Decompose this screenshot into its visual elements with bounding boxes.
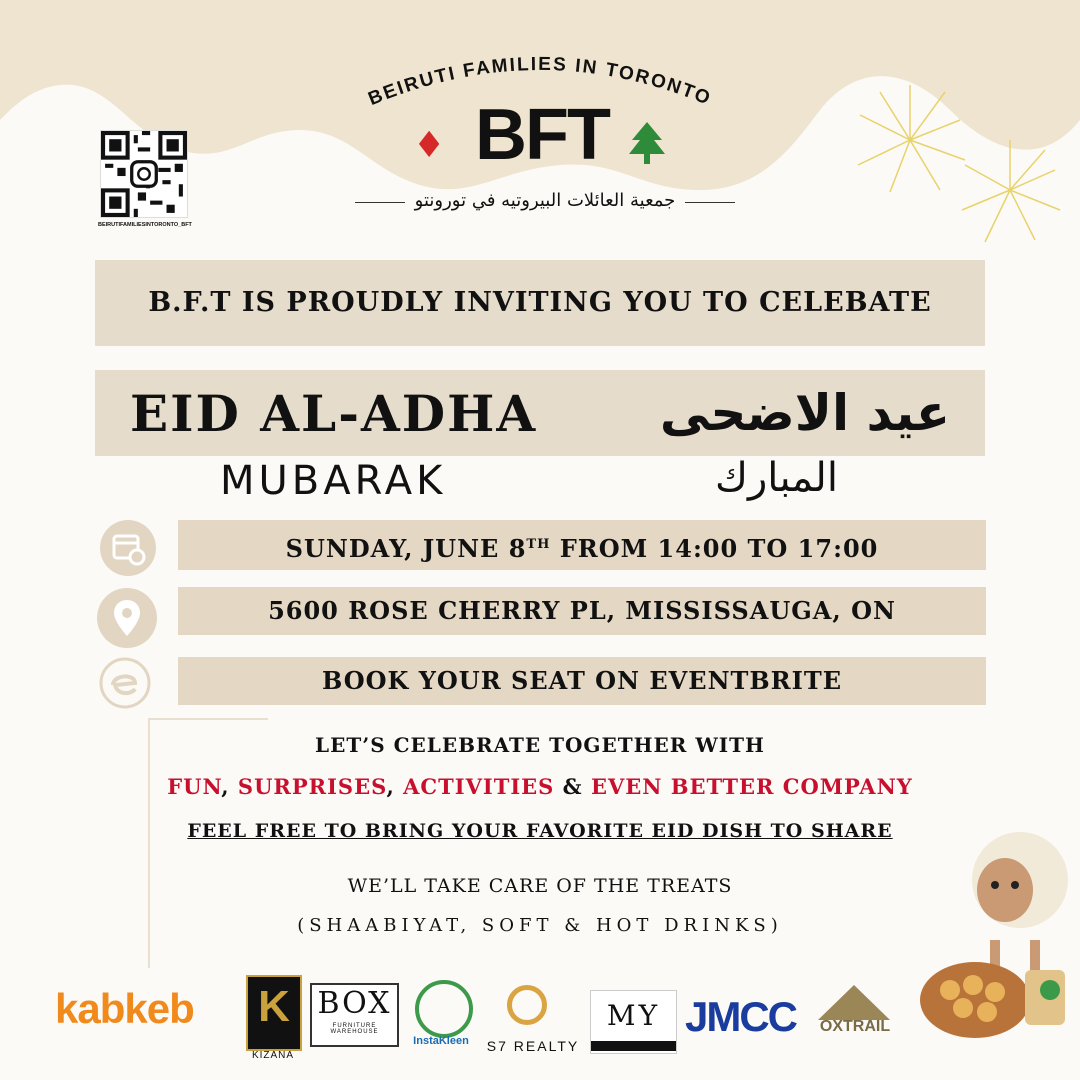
instakleen-icon bbox=[415, 980, 473, 1038]
fun-text: FUN bbox=[167, 774, 222, 799]
sponsor-kabkeb: kabkeb bbox=[55, 985, 194, 1032]
date-suffix-sup: TH bbox=[526, 537, 551, 552]
eventbrite-icon bbox=[97, 655, 153, 711]
surprises-text: SURPRISES bbox=[237, 774, 387, 799]
cedar-tree-icon bbox=[626, 120, 668, 166]
divider-left bbox=[355, 202, 405, 203]
frame-line-top bbox=[148, 718, 268, 720]
location-bar bbox=[178, 587, 986, 635]
oxtrail-mountain-icon bbox=[818, 985, 890, 1020]
maple-leaf-icon: ♦ bbox=[413, 125, 446, 166]
sponsor-box-sub: FURNITURE WAREHOUSE bbox=[330, 1023, 379, 1035]
treats-bowl-illustration bbox=[915, 950, 1075, 1050]
bft-logo: BFT bbox=[475, 95, 609, 175]
sponsor-my-logo bbox=[590, 990, 677, 1054]
location-text: 5600 ROSE CHERRY PL, MISSISSAUGA, ON bbox=[268, 596, 896, 625]
invite-banner bbox=[95, 260, 985, 346]
date-time: FROM 14:00 TO 17:00 bbox=[559, 534, 879, 563]
calendar-icon-circle bbox=[100, 520, 156, 576]
sponsor-box: BOX bbox=[317, 986, 392, 1021]
booking-bar[interactable] bbox=[178, 657, 986, 705]
date-bar bbox=[178, 520, 986, 570]
treats-line: WE’LL TAKE CARE OF THE TREATS bbox=[347, 875, 733, 897]
location-icon-circle bbox=[97, 588, 157, 648]
invite-banner-text: B.F.T IS PROUDLY INVITING YOU TO CELEBATE bbox=[148, 287, 932, 318]
sponsor-kizana-logo bbox=[246, 975, 302, 1051]
sponsor-kizana: KIZANA bbox=[251, 1050, 295, 1061]
treats-list-line: (SHAABIYAT, SOFT & HOT DRINKS) bbox=[297, 915, 783, 936]
date-text bbox=[178, 520, 986, 574]
subtitle-ar: المبارك bbox=[715, 455, 838, 501]
better-company-text: EVEN BETTER COMPANY bbox=[590, 774, 913, 799]
sponsor-s7-realty: S7 REALTY bbox=[486, 1038, 580, 1054]
comma-1: , bbox=[221, 774, 230, 799]
activities-text: ACTIVITIES bbox=[403, 774, 555, 799]
fireworks-icon bbox=[850, 80, 1070, 250]
qr-handle: BEIRUTIFAMILIESINTORONTO_BFT bbox=[98, 222, 192, 228]
activities-line bbox=[0, 774, 1080, 799]
title-en: EID AL-ADHA bbox=[130, 384, 538, 443]
sponsor-my: MY bbox=[606, 999, 661, 1032]
sponsor-box-logo bbox=[310, 983, 399, 1047]
date-day: SUNDAY, JUNE 8 bbox=[285, 534, 527, 563]
kizana-k-icon: K bbox=[258, 982, 290, 1031]
divider-right bbox=[685, 202, 735, 203]
calendar-icon bbox=[100, 520, 156, 576]
dish-line: FEEL FREE TO BRING YOUR FAVORITE EID DISH TO SHARE bbox=[187, 820, 893, 842]
s7-realty-icon bbox=[507, 985, 547, 1025]
title-ar: عيد الاضحى bbox=[659, 384, 950, 442]
booking-text[interactable]: BOOK YOUR SEAT ON EVENTBRITE bbox=[322, 666, 842, 695]
sponsor-instakleen: InstaKleen bbox=[413, 1035, 469, 1047]
sponsor-jmcc: JMCC bbox=[685, 993, 797, 1040]
ampersand: & bbox=[562, 774, 583, 799]
comma-2: , bbox=[386, 774, 395, 799]
sponsor-oxtrail: OXTRAIL bbox=[819, 1018, 891, 1035]
qr-code[interactable] bbox=[100, 130, 188, 218]
arabic-org-name: جمعية العائلات البيروتيه في تورونتو bbox=[414, 190, 676, 211]
subtitle-en: MUBARAK bbox=[220, 458, 447, 504]
celebrate-line: LET’S CELEBRATE TOGETHER WITH bbox=[315, 733, 765, 757]
location-pin-icon bbox=[97, 588, 157, 648]
svg-text:BEIRUTI FAMILIES IN TORONTO: BEIRUTI FAMILIES IN TORONTO bbox=[365, 53, 715, 111]
my-footer-bar bbox=[591, 1041, 676, 1051]
